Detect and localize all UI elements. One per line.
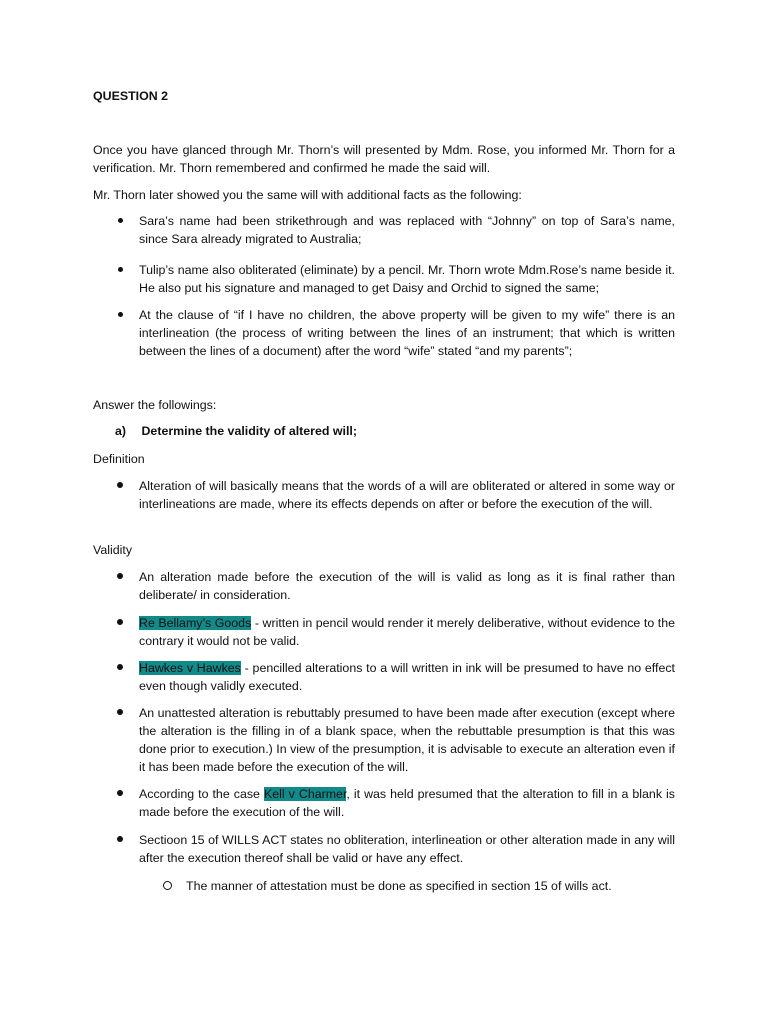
sub-question-text: Determine the validity of altered will; bbox=[141, 424, 357, 438]
bullet-icon bbox=[117, 836, 123, 842]
bullet-icon bbox=[117, 664, 123, 670]
case-highlight: Kell v Charmer bbox=[263, 787, 347, 801]
answer-prompt: Answer the followings: bbox=[93, 398, 217, 412]
bullet-icon bbox=[118, 218, 123, 223]
validity-text bbox=[139, 659, 675, 695]
intro-paragraph-2: Mr. Thorn later showed you the same will with additional facts as the following: bbox=[93, 188, 522, 202]
bullet-icon bbox=[117, 790, 123, 796]
validity-text: Sectioon 15 of WILLS ACT states no obliteration, interlineation or other alteration made in any will after the execution thereof shall be valid or have any effect. bbox=[139, 833, 675, 865]
validity-text bbox=[139, 614, 675, 650]
definition-text: Alteration of will basically means that the words of a will are obliterated or altered in some way or interlineations are made, where its effects depends on after or before the execution of the will. bbox=[139, 479, 675, 511]
bullet-icon bbox=[117, 573, 123, 579]
bullet-icon bbox=[117, 482, 123, 488]
validity-text: An alteration made before the execution of the will is valid as long as it is final rather than deliberate/ in consideration. bbox=[139, 570, 675, 602]
bullet-icon bbox=[118, 267, 123, 272]
validity-heading: Validity bbox=[93, 543, 133, 557]
bullet-icon bbox=[117, 709, 123, 715]
case-description: - written in pencil would render it merely deliberative, without evidence to the contrary it would not be valid. bbox=[139, 616, 675, 648]
fact-text: Tulip’s name also obliterated (eliminate) by a pencil. Mr. Thorn wrote Mdm.Rose’s name beside it. He also put his signature and managed to get Daisy and Orchid to signed the same; bbox=[139, 263, 675, 295]
case-intro: According to the case bbox=[139, 787, 264, 801]
bullet-icon bbox=[118, 312, 123, 317]
validity-text bbox=[139, 785, 675, 821]
fact-text: Sara’s name had been strikethrough and was replaced with “Johnny” on top of Sara’s name, since Sara already migrated to Australia; bbox=[139, 214, 675, 246]
case-highlight: Hawkes v Hawkes bbox=[139, 661, 241, 675]
fact-text: At the clause of “if I have no children, the above property will be given to my wife” there is an interlineation (the process of writing between the lines of an instrument; that which is written between the lines of a document) after the word “wife” stated “and my parents”; bbox=[139, 308, 675, 358]
case-highlight: Re Bellamy’s Goods bbox=[139, 616, 252, 630]
bullet-icon bbox=[117, 619, 123, 625]
sub-item-text: The manner of attestation must be done as specified in section 15 of wills act. bbox=[186, 879, 612, 893]
intro-paragraph-1: Once you have glanced through Mr. Thorn’s will presented by Mdm. Rose, you informed Mr. Thorn for a verification. Mr. Thorn remembered and confirmed he made the said will. bbox=[93, 143, 675, 175]
case-description: - pencilled alterations to a will written in ink will be presumed to have no effect even though validly executed. bbox=[139, 661, 675, 693]
sub-question bbox=[115, 422, 675, 440]
question-heading: QUESTION 2 bbox=[93, 89, 169, 103]
validity-text: An unattested alteration is rebuttably presumed to have been made after execution (except where the alteration is the filling in of a blank space, when the rebuttable presumption is that this was done prior to execution.) In view of the presumption, it is advisable to execute an alteration even if it has been made before the execution of the will. bbox=[139, 706, 675, 774]
definition-heading: Definition bbox=[93, 452, 145, 466]
hollow-bullet-icon bbox=[163, 881, 172, 890]
sub-question-marker: a) bbox=[115, 424, 127, 438]
case-description: , it was held presumed that the alteration to fill in a blank is made before the execution of the will. bbox=[139, 787, 675, 819]
